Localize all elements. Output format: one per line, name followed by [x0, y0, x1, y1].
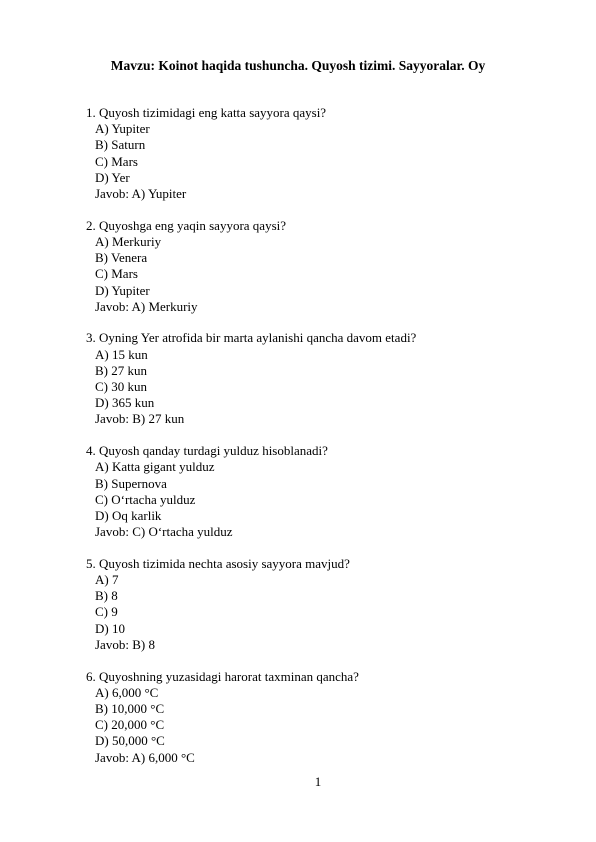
page-number: 1	[314, 774, 322, 789]
question-text: 1. Quyosh tizimidagi eng katta sayyora qaysi?	[86, 105, 327, 120]
answer-option: B) Supernova	[95, 475, 167, 491]
question-item	[86, 443, 566, 540]
question-item	[86, 218, 566, 315]
answer-option: A) 7	[95, 572, 119, 588]
question-text: 6. Quyoshning yuzasidagi harorat taxminan qancha?	[86, 668, 359, 684]
answer-option: C) Mars	[95, 153, 138, 169]
answer-option: B) Saturn	[95, 137, 146, 153]
question-item	[86, 105, 566, 202]
answer-option: D) Oq karlik	[95, 507, 162, 523]
answer-option: D) Yer	[95, 169, 130, 185]
answer-option: A) 15 kun	[95, 346, 148, 362]
answer-option: C) 20,000 °C	[95, 717, 165, 733]
answer-option: A) Merkuriy	[95, 233, 162, 249]
answer-option: C) O‘rtacha yulduz	[95, 491, 196, 507]
question-item	[86, 556, 566, 653]
correct-answer: Javob: B) 8	[95, 636, 155, 652]
question-text: 3. Oyning Yer atrofida bir marta aylanishi qancha davom etadi?	[86, 330, 417, 346]
answer-option: B) 8	[95, 588, 118, 604]
correct-answer: Javob: B) 27 kun	[95, 411, 185, 427]
question-item	[86, 330, 566, 427]
answer-option: D) 50,000 °C	[95, 733, 165, 749]
correct-answer: Javob: C) O‘rtacha yulduz	[95, 524, 233, 540]
answer-option: B) Venera	[95, 250, 148, 266]
question-text: 5. Quyosh tizimida nechta asosiy sayyora mavjud?	[86, 555, 350, 571]
correct-answer: Javob: A) Merkuriy	[95, 298, 198, 314]
question-item	[86, 669, 566, 766]
answer-option: C) 30 kun	[95, 379, 147, 395]
answer-option: A) Yupiter	[95, 121, 150, 137]
answer-option: D) 365 kun	[95, 395, 155, 411]
answer-option: C) 9	[95, 604, 118, 620]
answer-option: D) 10	[95, 620, 125, 636]
page-title: Mavzu: Koinot haqida tushuncha. Quyosh tizimi. Sayyoralar. Oy	[110, 58, 486, 73]
answer-option: D) Yupiter	[95, 282, 150, 298]
answer-option: A) Katta gigant yulduz	[95, 459, 215, 475]
answer-option: B) 27 kun	[95, 362, 147, 378]
answer-option: A) 6,000 °C	[95, 684, 159, 700]
correct-answer: Javob: A) Yupiter	[95, 186, 187, 202]
question-text: 2. Quyoshga eng yaqin sayyora qaysi?	[86, 217, 287, 233]
correct-answer: Javob: A) 6,000 °C	[95, 749, 195, 765]
question-list	[86, 105, 566, 781]
question-text: 4. Quyosh qanday turdagi yulduz hisoblanadi?	[86, 443, 328, 459]
answer-option: C) Mars	[95, 266, 138, 282]
answer-option: B) 10,000 °C	[95, 701, 165, 716]
